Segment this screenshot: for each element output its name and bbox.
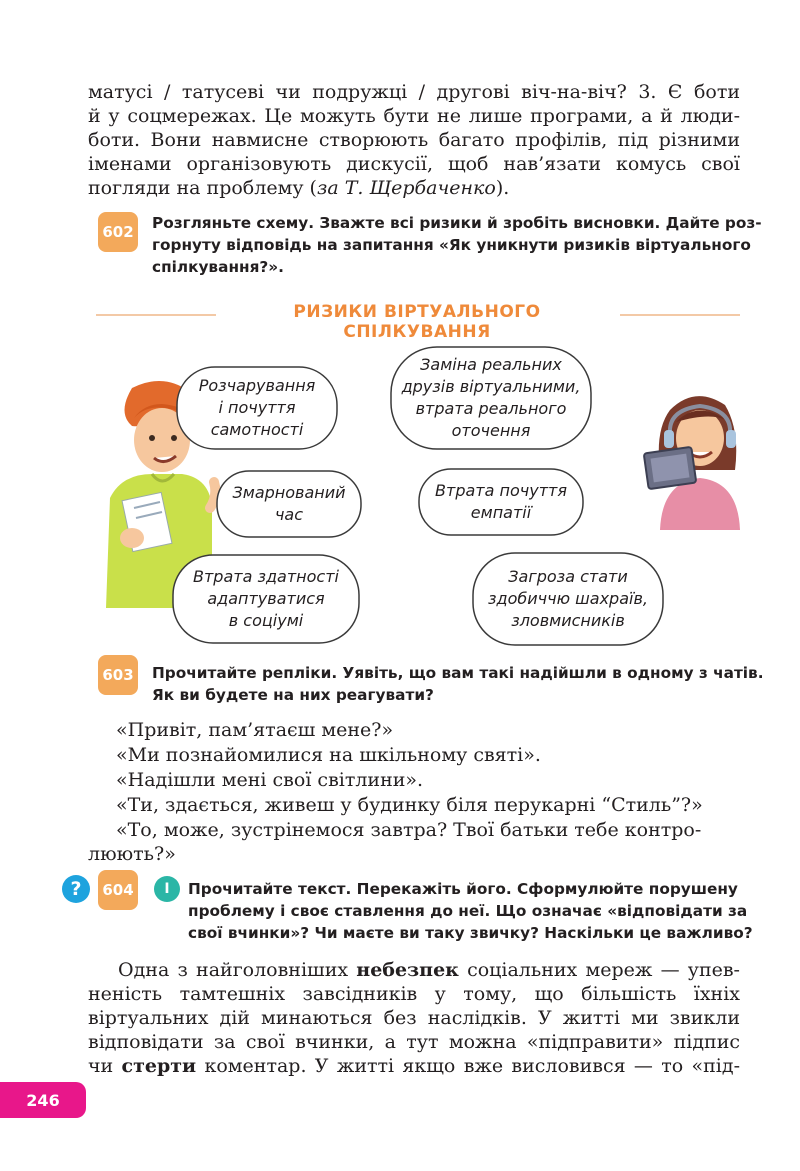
chat-quote: люють?» (88, 843, 176, 865)
bubble-line: Втрата почуття (435, 481, 567, 500)
bubble-line: Змарнований (232, 483, 346, 502)
intro-text-fragment: погляди на проблему ( (88, 177, 317, 199)
chat-quote: «Привіт, пам’ятаєш мене?» (116, 719, 394, 741)
title-divider-right (620, 314, 740, 316)
scheme-title: РИЗИКИ ВІРТУАЛЬНОГО СПІЛКУВАННЯ (293, 302, 541, 342)
risk-bubble-text (416, 466, 586, 538)
risk-bubble-text (214, 468, 364, 540)
intro-line: й у соцмережах. Це можуть бути не лише програми, а й люди- (88, 105, 740, 127)
risk-bubble (416, 466, 586, 538)
task-603-text (152, 662, 764, 706)
bubble-line: Заміна реальних (420, 355, 562, 374)
task-line: Розгляньте схему. Зважте всі ризики й зробіть висновки. Дайте роз- (152, 214, 762, 232)
bubble-line: емпатії (470, 503, 532, 522)
intro-line: боти. Вони навмисне створюють багато профілів, під різними (88, 129, 740, 151)
task-604-text (188, 878, 753, 944)
risk-bubble (170, 552, 362, 646)
intro-line: іменами організовують дискусії, щоб нав’язати комусь свої (88, 153, 740, 175)
risk-bubble (388, 344, 594, 452)
bubble-line: оточення (451, 421, 531, 440)
risk-bubble (214, 468, 364, 540)
task-line: проблему і своє ставлення до неї. Що означає «відповідати за (188, 902, 748, 920)
individual-task-icon: І (154, 876, 180, 902)
keyword: небезпек (356, 959, 459, 981)
text-fragment: коментар. У житті якщо вже висловився — то «під- (196, 1055, 740, 1077)
task-line: Як ви будете на них реагувати? (152, 686, 434, 704)
task-604-badge: 604 (98, 870, 138, 910)
risk-bubble-text (470, 550, 666, 648)
intro-line (88, 176, 740, 200)
paragraph-line: віртуальних дій минаються без наслідків. У житті ми звикли (88, 1007, 740, 1029)
keyword: стерти (121, 1055, 197, 1077)
task-line: горнуту відповідь на запитання «Як уникнути ризиків віртуального (152, 236, 751, 254)
chat-quote: «Ми познайомилися на шкільному святі». (116, 744, 541, 766)
text-fragment: Одна з найголовніших (118, 959, 357, 981)
bubble-line: втрата реального (415, 399, 567, 418)
source-author: за Т. Щербаченко (316, 177, 496, 199)
text-fragment: соціальних мереж — упев- (458, 959, 740, 981)
chat-quote: «Надішли мені свої світлини». (116, 769, 424, 791)
bubble-line: здобиччю шахраїв, (488, 589, 648, 608)
paragraph-line (88, 958, 740, 982)
task-line: Прочитайте текст. Перекажіть його. Сформулюйте порушену (188, 880, 738, 898)
main-paragraph (88, 958, 740, 1078)
risk-bubble (470, 550, 666, 648)
girl-illustration (640, 390, 750, 530)
intro-paragraph (88, 80, 740, 200)
task-line: спілкування?». (152, 258, 284, 276)
paragraph-line: відповідати за свої вчинки, а тут можна «підправити» підпис (88, 1031, 740, 1053)
task-line: свої вчинки»? Чи маєте ви таку звичку? Наскільки це важливо? (188, 924, 753, 942)
paragraph-line: неність тамтешніх завсідників у тому, що більшість їхніх (88, 983, 740, 1005)
bubble-line: зловмисників (511, 611, 625, 630)
risk-bubble-text (174, 364, 340, 452)
task-602-badge: 602 (98, 212, 138, 252)
bubble-line: Втрата здатності (193, 567, 339, 586)
risk-bubble-text (170, 552, 362, 646)
bubble-line: друзів віртуальними, (401, 377, 581, 396)
bubble-line: час (274, 505, 304, 524)
bubble-line: в соціумі (228, 611, 304, 630)
risk-bubble-text (388, 344, 594, 452)
bubble-line: адаптуватися (207, 589, 325, 608)
scheme-title-bar (0, 300, 800, 342)
intro-text-fragment: ). (495, 177, 510, 199)
intro-line: матусі / татусеві чи подружці / другові віч-на-віч? 3. Є боти (88, 81, 740, 103)
text-fragment: чи (88, 1055, 122, 1077)
paragraph-line (88, 1054, 740, 1078)
task-603-badge: 603 (98, 655, 138, 695)
question-icon: ? (62, 875, 90, 903)
title-divider-left (96, 314, 216, 316)
bubble-line: самотності (210, 420, 304, 439)
chat-quote: «То, може, зустрінемося завтра? Твої батьки тебе контро- (116, 819, 702, 841)
chat-quote: «Ти, здається, живеш у будинку біля перукарні “Стиль”?» (116, 794, 703, 816)
page-number: 246 (0, 1082, 86, 1118)
task-602-text (152, 212, 762, 278)
task-line: Прочитайте репліки. Уявіть, що вам такі надійшли в одному з чатів. (152, 664, 764, 682)
risk-bubble (174, 364, 340, 452)
bubble-line: Загроза стати (508, 567, 628, 586)
bubble-line: і почуття (218, 398, 296, 417)
bubble-line: Розчарування (198, 376, 316, 395)
